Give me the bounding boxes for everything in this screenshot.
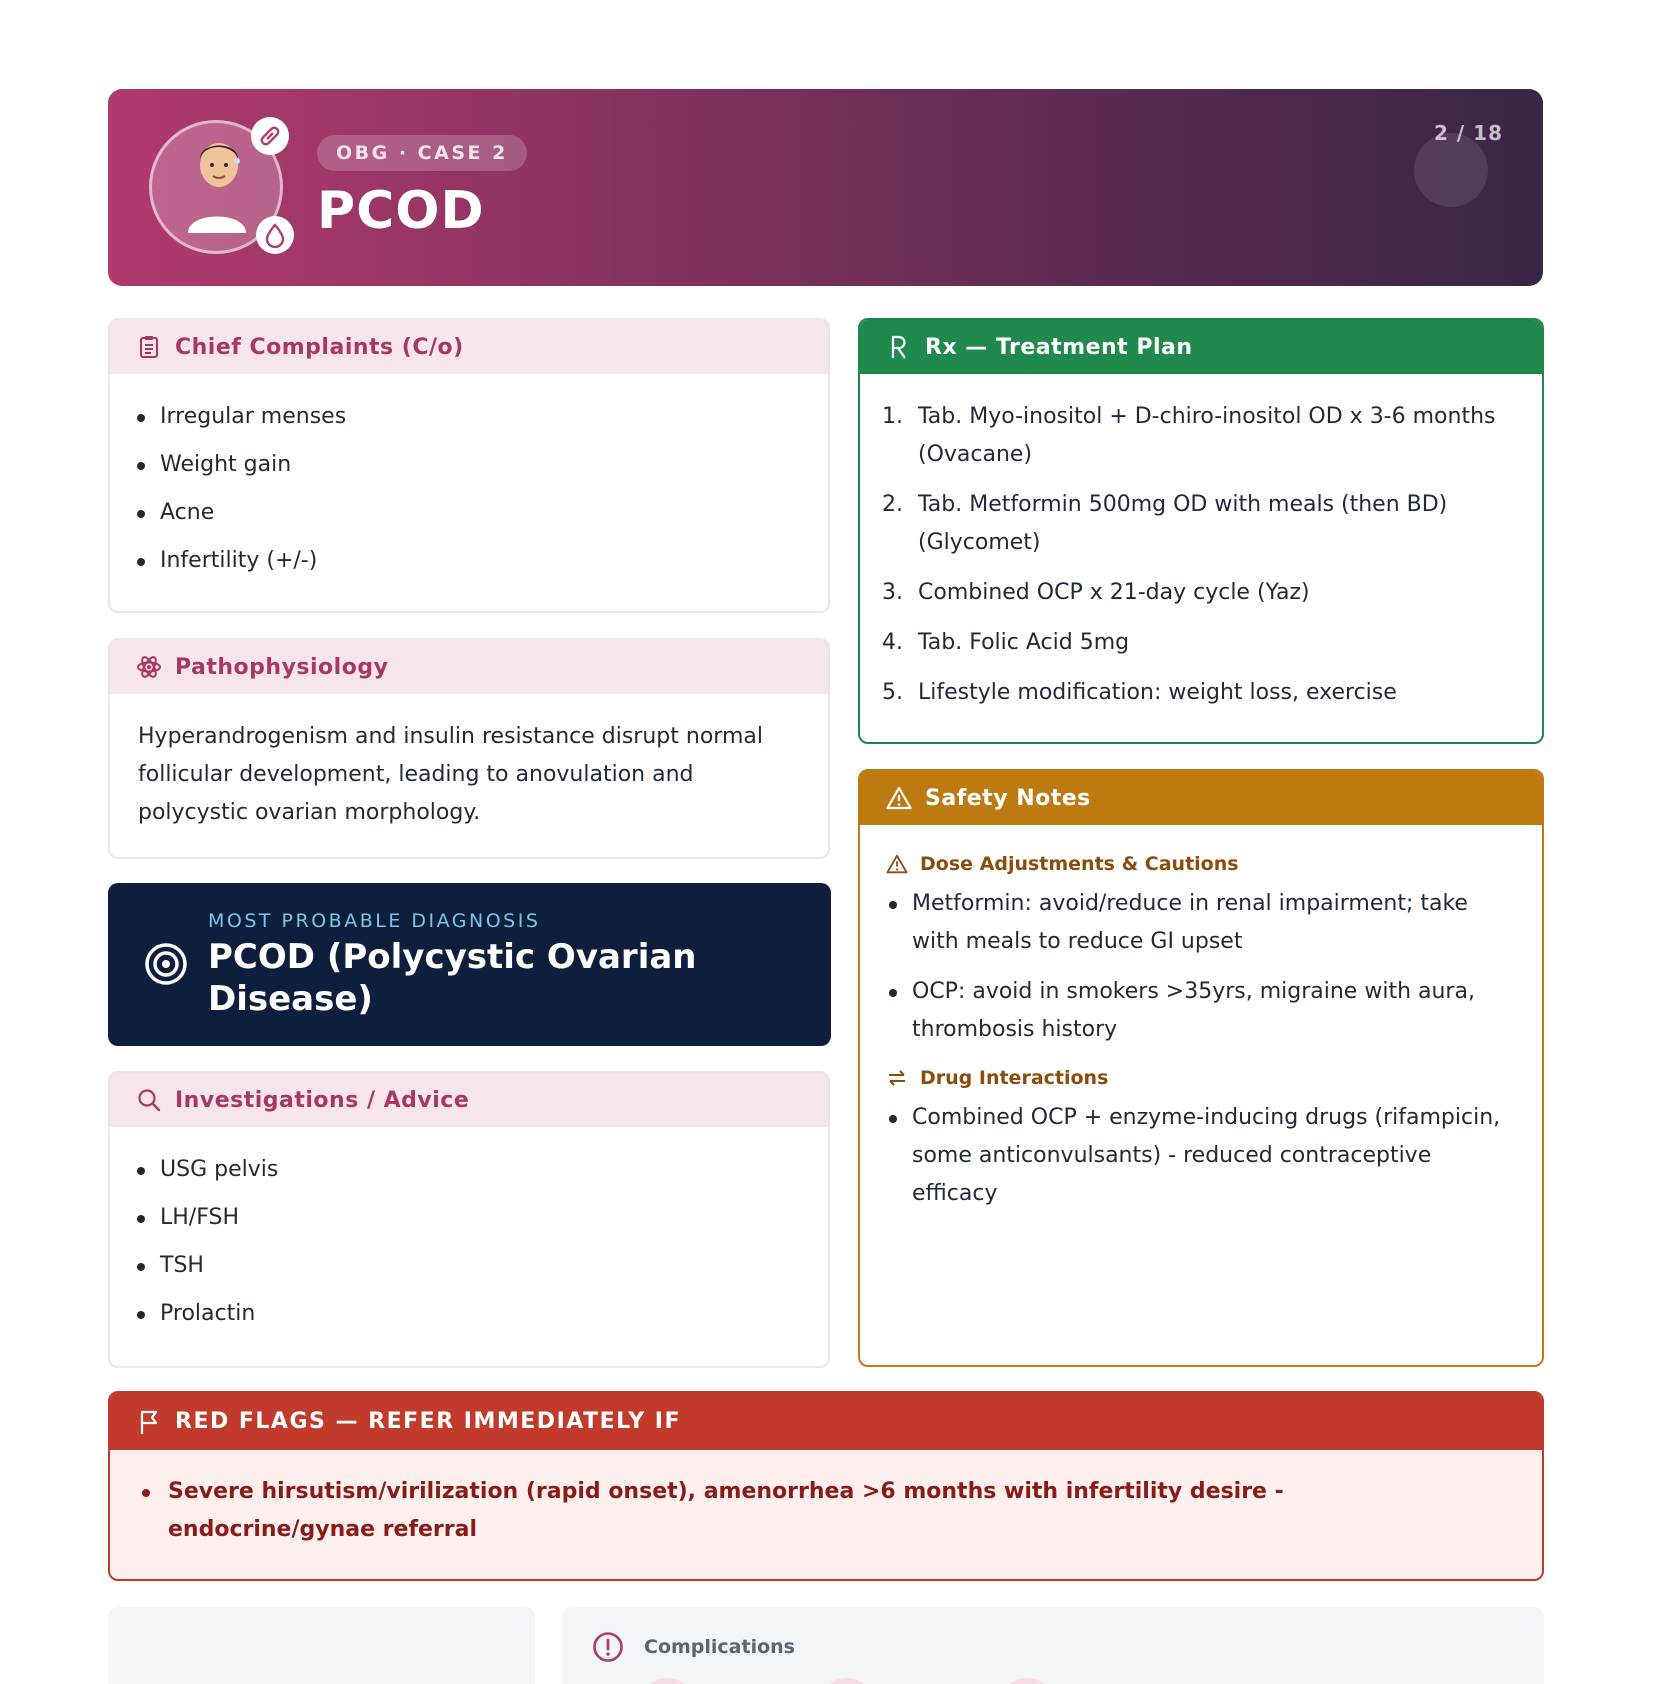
diagnosis-card: [108, 883, 831, 1046]
item-number: 3.: [882, 580, 903, 605]
face-icon: [196, 133, 242, 191]
rx-icon: [886, 334, 912, 360]
treatment-plan-header: [860, 320, 1542, 374]
list-item: [882, 486, 1512, 562]
list-item: [882, 624, 1512, 662]
list-item: TSH: [110, 1247, 828, 1285]
investigations-title: Investigations / Advice: [175, 1087, 470, 1113]
diagnosis-label: MOST PROBABLE DIAGNOSIS: [208, 910, 541, 932]
complaints-list: [110, 374, 828, 580]
drop-icon: [256, 216, 294, 254]
treatment-plan-title: Rx — Treatment Plan: [925, 334, 1193, 360]
safety-notes-header: [860, 771, 1542, 825]
warning-icon: [886, 852, 910, 876]
chief-complaints-title: Chief Complaints (C/o): [175, 334, 464, 360]
complications-title: Complications: [644, 1636, 795, 1658]
pathophysiology-text: Hyperandrogenism and insulin resistance disrupt normal follicular development, leading to anovulation and polycystic ovarian morphology.: [138, 724, 763, 825]
item-text: Tab. Myo-inositol + D-chiro-inositol OD x 3-6 months (Ovacane): [918, 404, 1496, 467]
complication-icon-bubble: [820, 1678, 874, 1684]
list-item: Acne: [110, 494, 828, 532]
item-text: Lifestyle modification: weight loss, exercise: [918, 680, 1397, 705]
complications-header: [592, 1631, 795, 1663]
search-icon: [136, 1087, 162, 1113]
pathophysiology-header: [110, 640, 828, 694]
alert-circle-icon: [592, 1631, 624, 1663]
list-item: [882, 398, 1512, 474]
item-number: 4.: [882, 630, 903, 655]
list-item: Severe hirsutism/virilization (rapid onset), amenorrhea >6 months with infertility desire - endocrine/gynae referral: [110, 1473, 1542, 1549]
item-number: 1.: [882, 404, 903, 429]
list-item: Weight gain: [110, 446, 828, 484]
safety-notes-card: [858, 769, 1544, 1367]
investigations-list: [110, 1127, 828, 1333]
pathophysiology-card: [108, 638, 830, 859]
pill-icon: [251, 117, 289, 155]
atom-icon: [136, 654, 162, 680]
page-counter: 2 / 18: [1434, 121, 1503, 145]
case-header: [108, 89, 1543, 286]
drug-interactions-list: [860, 1099, 1542, 1213]
treatment-list: [860, 374, 1542, 712]
list-item: Metformin: avoid/reduce in renal impairment; take with meals to reduce GI upset: [860, 885, 1542, 961]
item-text: Combined OCP x 21-day cycle (Yaz): [918, 580, 1310, 605]
item-number: 2.: [882, 492, 903, 517]
safety-notes-title: Safety Notes: [925, 785, 1091, 811]
complication-icon-bubble: [1000, 1678, 1054, 1684]
swap-arrows-icon: [886, 1066, 910, 1090]
case-tag: OBG · CASE 2: [317, 135, 527, 171]
red-flags-list: [110, 1450, 1542, 1549]
chief-complaints-card: [108, 318, 830, 613]
list-item: LH/FSH: [110, 1199, 828, 1237]
complications-card: [562, 1607, 1544, 1684]
warning-icon: [886, 785, 912, 811]
complication-icon-bubble: [640, 1678, 694, 1684]
investigations-card: [108, 1071, 830, 1368]
drug-interactions-heading: [860, 1063, 1542, 1093]
investigations-header: [110, 1073, 828, 1127]
red-flags-header: [110, 1393, 1542, 1450]
list-item: Irregular menses: [110, 398, 828, 436]
diagnosis-value: PCOD (Polycystic Ovarian Disease): [208, 937, 697, 1019]
pathophysiology-title: Pathophysiology: [175, 654, 389, 680]
list-item: Infertility (+/-): [110, 542, 828, 580]
red-flags-title: RED FLAGS — REFER IMMEDIATELY IF: [175, 1409, 682, 1434]
dose-adjustments-heading: [860, 849, 1542, 879]
list-item: Combined OCP + enzyme-inducing drugs (rifampicin, some anticonvulsants) - reduced contraceptive efficacy: [860, 1099, 1542, 1213]
dose-adjustments-list: [860, 885, 1542, 1049]
item-number: 5.: [882, 680, 903, 705]
red-flags-card: [108, 1391, 1544, 1581]
bottom-left-card: [108, 1607, 535, 1684]
target-icon: [144, 942, 188, 986]
item-text: Tab. Folic Acid 5mg: [918, 630, 1130, 655]
treatment-plan-card: [858, 318, 1544, 744]
list-item: OCP: avoid in smokers >35yrs, migraine with aura, thrombosis history: [860, 973, 1542, 1049]
list-item: [882, 574, 1512, 612]
page-title: PCOD: [317, 181, 485, 241]
dose-adjustments-title: Dose Adjustments & Cautions: [920, 853, 1239, 875]
list-item: Prolactin: [110, 1295, 828, 1333]
chief-complaints-header: [110, 320, 828, 374]
body-icon: [188, 201, 246, 233]
clipboard-icon: [136, 334, 162, 360]
drug-interactions-title: Drug Interactions: [920, 1067, 1109, 1089]
item-text: Tab. Metformin 500mg OD with meals (then BD) (Glycomet): [918, 492, 1448, 555]
list-item: [882, 674, 1512, 712]
flag-icon: [136, 1409, 162, 1435]
list-item: USG pelvis: [110, 1151, 828, 1189]
